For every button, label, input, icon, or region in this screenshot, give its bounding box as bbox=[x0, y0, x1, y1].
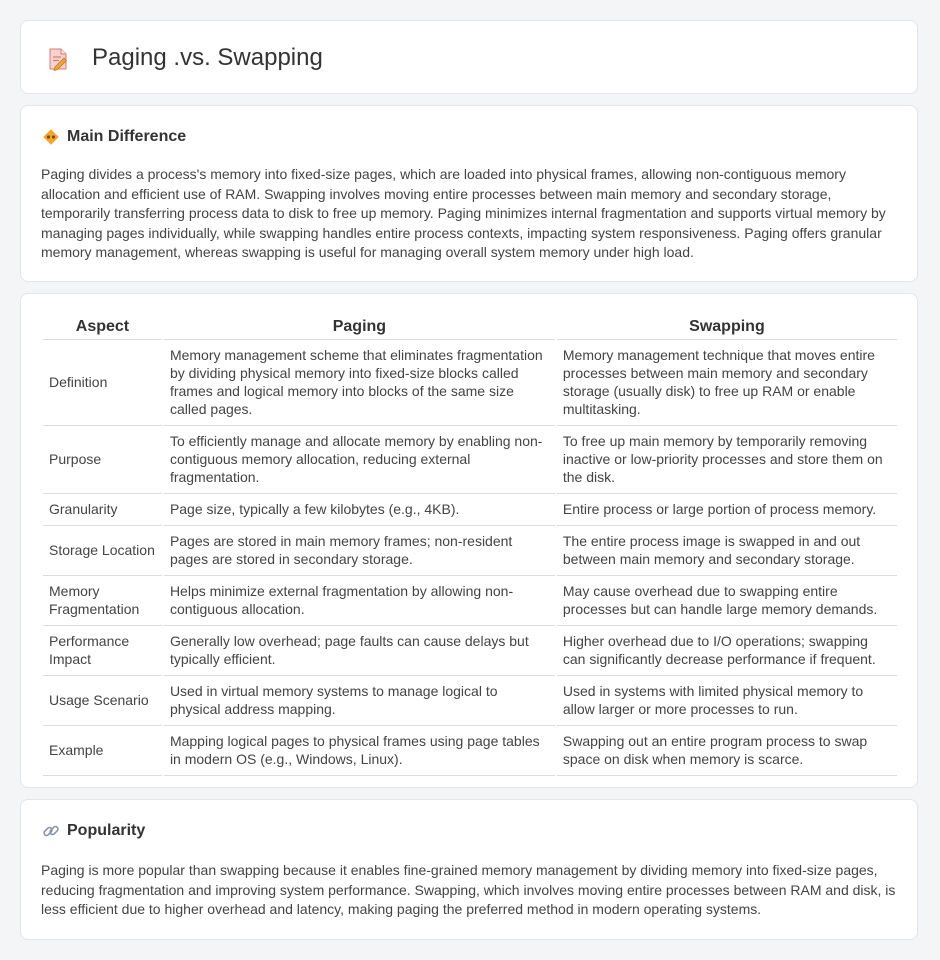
comparison-table bbox=[41, 314, 899, 776]
row-paging: Helps minimize external fragmentation by allowing non-contiguous allocation. bbox=[164, 576, 555, 626]
table-row bbox=[43, 576, 897, 626]
row-swapping: Higher overhead due to I/O operations; swapping can significantly decrease performance if frequent. bbox=[557, 626, 897, 676]
main-difference-text: Paging divides a process's memory into fixed-size pages, which are loaded into physical frames, allowing non-contiguous memory allocation and efficient use of RAM. Swapping involves moving entire processes between main memory and secondary storage, temporarily transferring process data to disk to free up memory. Paging minimizes internal fragmentation and supports virtual memory by managing pages individually, while swapping handles entire process contexts, impacting system responsiveness. Paging offers granular memory management, whereas swapping is useful for managing overall system memory under high load. bbox=[41, 166, 886, 260]
row-aspect: Usage Scenario bbox=[43, 676, 162, 726]
row-aspect: Example bbox=[43, 726, 162, 776]
row-swapping: To free up main memory by temporarily removing inactive or low-priority processes and store them on the disk. bbox=[557, 426, 897, 494]
row-swapping: Memory management technique that moves entire processes between main memory and secondary storage (usually disk) to free up RAM or enable multitasking. bbox=[557, 340, 897, 426]
table-row bbox=[43, 626, 897, 676]
row-aspect: Performance Impact bbox=[43, 626, 162, 676]
comparison-section bbox=[20, 293, 918, 788]
table-row bbox=[43, 676, 897, 726]
main-difference-title: Main Difference bbox=[67, 128, 187, 145]
table-row bbox=[43, 494, 897, 526]
row-swapping: Entire process or large portion of process memory. bbox=[557, 494, 897, 526]
row-swapping: Used in systems with limited physical memory to allow larger or more processes to run. bbox=[557, 676, 897, 726]
header-paging: Paging bbox=[164, 314, 555, 340]
table-header-row bbox=[43, 314, 897, 340]
link-icon bbox=[42, 822, 60, 840]
row-paging: Memory management scheme that eliminates fragmentation by dividing physical memory into fixed-size blocks called frames and logical memory into blocks of the same size called pages. bbox=[164, 340, 555, 426]
row-swapping: The entire process image is swapped in and out between main memory and secondary storage. bbox=[557, 526, 897, 576]
row-paging: Mapping logical pages to physical frames using page tables in modern OS (e.g., Windows, Linux). bbox=[164, 726, 555, 776]
popularity-title: Popularity bbox=[67, 822, 146, 839]
popularity-text: Paging is more popular than swapping because it enables fine-grained memory management by dividing memory into fixed-size pages, reducing fragmentation and improving system performance. Swapping, which involves moving entire processes between RAM and disk, is less efficient due to higher overhead and latency, making paging the preferred method in modern operating systems. bbox=[41, 862, 896, 917]
diamond-badge-icon bbox=[42, 128, 60, 146]
popularity-section bbox=[20, 799, 918, 940]
row-paging: Generally low overhead; page faults can cause delays but typically efficient. bbox=[164, 626, 555, 676]
row-paging: Page size, typically a few kilobytes (e.g., 4KB). bbox=[164, 494, 555, 526]
row-swapping: Swapping out an entire program process to swap space on disk when memory is scarce. bbox=[557, 726, 897, 776]
row-swapping: May cause overhead due to swapping entire processes but can handle large memory demands. bbox=[557, 576, 897, 626]
table-row bbox=[43, 426, 897, 494]
main-difference-section bbox=[20, 105, 918, 282]
table-row bbox=[43, 726, 897, 776]
page-title: Paging .vs. Swapping bbox=[92, 44, 323, 71]
row-aspect: Granularity bbox=[43, 494, 162, 526]
header-card bbox=[20, 20, 918, 94]
document-edit-icon bbox=[47, 47, 69, 71]
header-aspect: Aspect bbox=[43, 314, 162, 340]
row-paging: Pages are stored in main memory frames; non-resident pages are stored in secondary storage. bbox=[164, 526, 555, 576]
popularity-heading bbox=[42, 821, 145, 841]
row-aspect: Memory Fragmentation bbox=[43, 576, 162, 626]
table-row bbox=[43, 526, 897, 576]
row-paging: To efficiently manage and allocate memory by enabling non-contiguous memory allocation, reducing external fragmentation. bbox=[164, 426, 555, 494]
row-aspect: Storage Location bbox=[43, 526, 162, 576]
row-aspect: Definition bbox=[43, 340, 162, 426]
header-swapping: Swapping bbox=[557, 314, 897, 340]
row-paging: Used in virtual memory systems to manage logical to physical address mapping. bbox=[164, 676, 555, 726]
main-difference-heading bbox=[42, 127, 186, 147]
table-row bbox=[43, 340, 897, 426]
row-aspect: Purpose bbox=[43, 426, 162, 494]
